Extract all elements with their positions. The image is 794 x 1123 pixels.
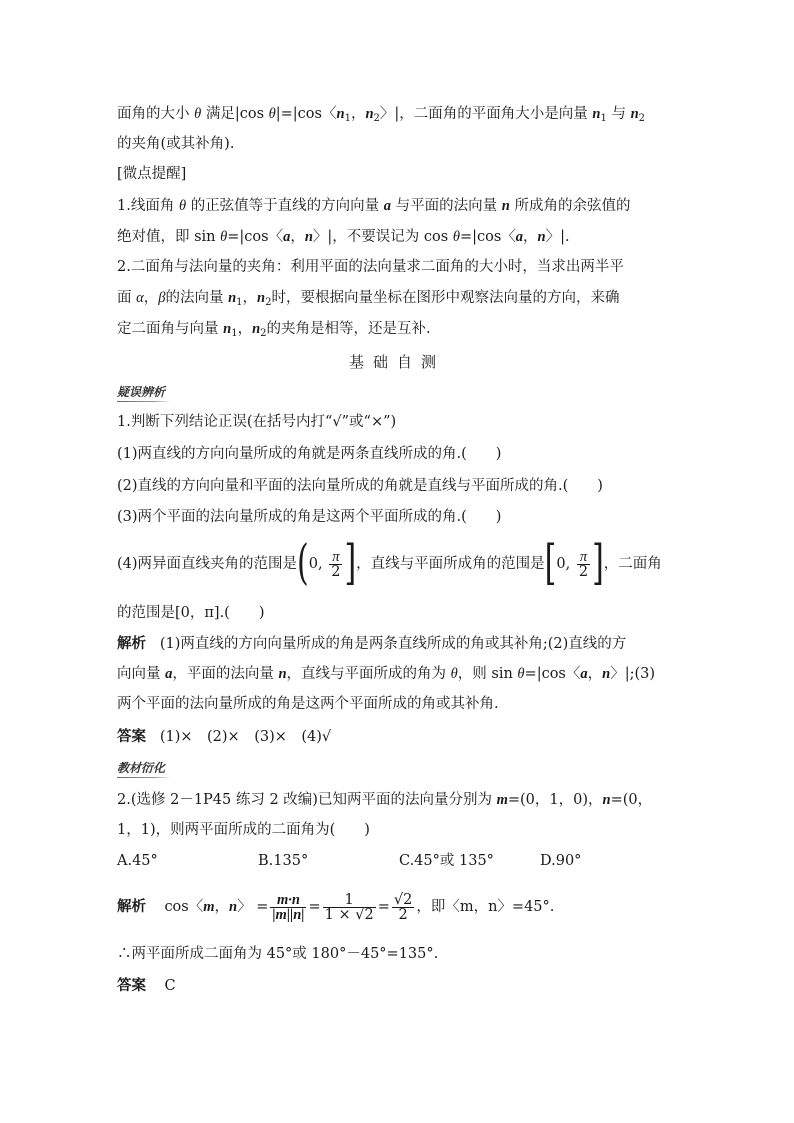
text: ，则 sin	[457, 666, 518, 682]
vector-n: n	[257, 290, 266, 306]
vector-n: n	[229, 899, 238, 915]
vector-a: a	[383, 198, 392, 214]
numerator: m·n	[276, 891, 300, 908]
fraction-root2-over-2	[392, 893, 414, 922]
text: ∴两平面所成二面角为 45°或 180°－45°=135°.	[117, 946, 439, 962]
vector-n: n	[501, 198, 510, 214]
vector-n: n	[602, 666, 611, 682]
text-line	[117, 603, 265, 623]
solution-line	[117, 694, 499, 714]
text: 0,	[308, 556, 323, 572]
answer-line	[117, 727, 331, 747]
text: cos〈	[164, 899, 204, 915]
text: ，	[350, 106, 366, 122]
denominator: 1 × √2	[324, 906, 374, 923]
fraction-pi-over-2	[329, 550, 342, 579]
text: (1)两直线的方向向量所成的角是两条直线所成的角或其补角;(2)直线的方	[159, 636, 627, 652]
subscript: 1	[231, 328, 238, 339]
alpha-symbol: α	[136, 290, 144, 306]
vector-a: a	[580, 666, 588, 682]
vector-n: n	[592, 106, 601, 122]
vector-a: a	[515, 229, 524, 245]
text: ，平面的法向量	[172, 666, 279, 682]
denominator: |m||n|	[272, 906, 305, 923]
answer-line	[117, 976, 176, 996]
vector-m: m	[203, 899, 215, 915]
text: 1，1)，则两平面所成的二面角为( )	[117, 822, 370, 838]
subscript: 1	[236, 297, 243, 308]
text: 与	[611, 106, 631, 122]
section-title	[0, 352, 794, 372]
text: ，直线与平面所成的角为	[286, 666, 451, 682]
text: 的法向量	[165, 290, 229, 306]
close-bracket: ]	[344, 535, 357, 592]
statement-3	[117, 507, 501, 527]
text: ，	[242, 290, 258, 306]
text-line	[117, 257, 624, 277]
question-stem	[117, 790, 652, 810]
solution-formula: 解析 cos〈m，n〉 = $\frac{m\cdot n}{|m||n|}$ = $\frac{1}{1 \times √2}$ = $\frac{√2}{2}$ ，即〈m，n〉=45°.	[117, 891, 555, 923]
solution-label: 解析	[117, 898, 146, 915]
text: 〉	[237, 899, 252, 915]
text: 1.线面角	[117, 198, 179, 214]
beta-symbol: β	[158, 290, 166, 306]
option-d: D.90°	[540, 853, 582, 869]
text: 的正弦值等于直线的方向向量	[190, 198, 384, 214]
question-stem	[117, 412, 396, 432]
text: 向向量	[117, 666, 166, 682]
subscript: 1	[344, 113, 351, 124]
text-line	[117, 820, 370, 840]
subscript: 2	[260, 328, 267, 339]
solution-label: 解析	[117, 635, 146, 652]
answer-text: (1)× (2)× (3)× (4)√	[159, 729, 332, 745]
text: 与平面的法向量	[395, 198, 502, 214]
open-bracket: [	[544, 535, 557, 592]
theta-symbol: θ	[268, 106, 276, 122]
vector-n: n	[278, 666, 287, 682]
text-line	[117, 104, 645, 129]
text: ，	[214, 899, 230, 915]
tip-title	[117, 164, 186, 184]
theta-symbol: θ	[178, 198, 187, 214]
subscript: 1	[600, 113, 607, 124]
subscript: 2	[265, 297, 272, 308]
text-line	[117, 134, 234, 154]
vector-a: a	[283, 229, 291, 245]
text: 定二面角与向量	[117, 321, 224, 337]
text: 〉|，不要误记为 cos	[312, 229, 453, 245]
numerator: π	[579, 548, 588, 565]
text: ，二面角	[603, 556, 662, 572]
option-a: A.45°	[117, 853, 158, 869]
theta-symbol: θ	[517, 666, 525, 682]
vector-n: n	[602, 792, 611, 808]
text: 的范围是[0，π].( )	[117, 605, 265, 621]
text: =(0，	[610, 792, 653, 808]
option-b: B.135°	[258, 853, 309, 869]
numerator: 1	[344, 891, 354, 908]
denominator: 2	[392, 907, 414, 922]
text: 基础自测	[348, 353, 445, 371]
text: 所成角的余弦值的	[514, 198, 631, 214]
text: 的夹角(或其补角).	[117, 136, 235, 152]
text: 2.二面角与法向量的夹角：利用平面的法向量求二面角的大小时，当求出两半平	[117, 259, 624, 275]
denominator: 2	[578, 563, 589, 580]
text: 两个平面的法向量所成的角是这两个平面所成的角或其补角.	[117, 696, 499, 712]
text: 绝对值，即 sin	[117, 229, 221, 245]
text: ，	[290, 229, 305, 245]
text: 〉|;(3)	[610, 666, 656, 682]
vector-n: n	[223, 321, 232, 337]
denominator: 2	[331, 563, 341, 580]
subscript: 2	[638, 113, 646, 124]
text: 面角的大小	[117, 106, 190, 122]
vector-n: n	[630, 106, 639, 122]
text-line	[117, 288, 619, 313]
text: 1.判断下列结论正误(在括号内打“√”或“×”)	[117, 414, 397, 430]
vector-n: n	[304, 229, 313, 245]
text: ，	[523, 229, 538, 245]
text-line	[117, 196, 630, 216]
vector-a: a	[165, 666, 173, 682]
answer-label: 答案	[117, 728, 146, 745]
numerator: π	[332, 548, 340, 565]
conclusion-line	[117, 944, 438, 964]
vector-n: n	[252, 321, 261, 337]
text: =|cos〈	[524, 666, 581, 682]
text: 的夹角是相等，还是互补.	[266, 321, 431, 337]
text: =|cos〈	[227, 229, 284, 245]
text: ，	[237, 321, 253, 337]
theta-symbol: θ	[220, 229, 228, 245]
answer-label: 答案	[117, 977, 146, 994]
text: ，即〈m，n〉=45°.	[416, 899, 555, 915]
text: (4)两异面直线夹角的范围是	[117, 556, 298, 572]
vector-m: m	[496, 792, 508, 808]
text: [微点提醒]	[117, 166, 187, 182]
statement-1	[117, 444, 501, 464]
fraction-1-over-root2	[323, 893, 376, 922]
solution-line	[117, 634, 626, 654]
statement-2	[117, 476, 603, 496]
section-tag-error-analysis: 疑误辨析	[117, 385, 166, 399]
text: 0,	[556, 556, 571, 572]
text: |=|cos〈	[275, 106, 337, 122]
vector-n: n	[228, 290, 237, 306]
vector-n: n	[365, 106, 374, 122]
theta-symbol: θ	[194, 106, 202, 122]
fraction-pi-over-2	[577, 550, 590, 579]
text: 2.(选修 2－1P45 练习 2 改编)已知两平面的法向量分别为	[117, 792, 497, 808]
text: ，	[143, 290, 159, 306]
text: 面	[117, 290, 137, 306]
text: 〉|.	[545, 229, 570, 245]
text: (3)两个平面的法向量所成的角是这两个平面所成的角.( )	[117, 509, 502, 525]
text: (1)两直线的方向向量所成的角就是两条直线所成的角.( )	[117, 446, 502, 462]
text: 时，要根据向量坐标在图形中观察法向量的方向，来确	[271, 290, 620, 306]
vector-n: n	[336, 106, 345, 122]
theta-symbol: θ	[450, 666, 458, 682]
text: 满足|cos	[205, 106, 269, 122]
text: ，直线与平面所成角的范围是	[356, 556, 545, 572]
text-line	[117, 319, 431, 344]
text: ，	[587, 666, 603, 682]
close-bracket: ]	[592, 535, 604, 592]
text: =|cos〈	[459, 229, 516, 245]
subscript: 2	[373, 113, 380, 124]
text: =(0，1，0)，	[507, 792, 603, 808]
numerator: √2	[393, 891, 413, 908]
text-line	[117, 227, 570, 247]
options-row	[117, 851, 581, 871]
option-c: C.45°或 135°	[399, 853, 494, 869]
open-paren: (	[297, 535, 309, 592]
solution-line	[117, 664, 655, 684]
fraction-dot-over-norms	[270, 893, 306, 922]
text: (2)直线的方向向量和平面的法向量所成的角就是直线与平面所成的角.( )	[117, 478, 603, 494]
theta-symbol: θ	[452, 229, 460, 245]
answer-text: C	[164, 978, 176, 994]
section-tag-textbook: 教材衍化	[117, 761, 166, 775]
statement-4	[117, 535, 662, 592]
text: 〉|，二面角的平面角大小是向量	[379, 106, 593, 122]
vector-n: n	[537, 229, 546, 245]
